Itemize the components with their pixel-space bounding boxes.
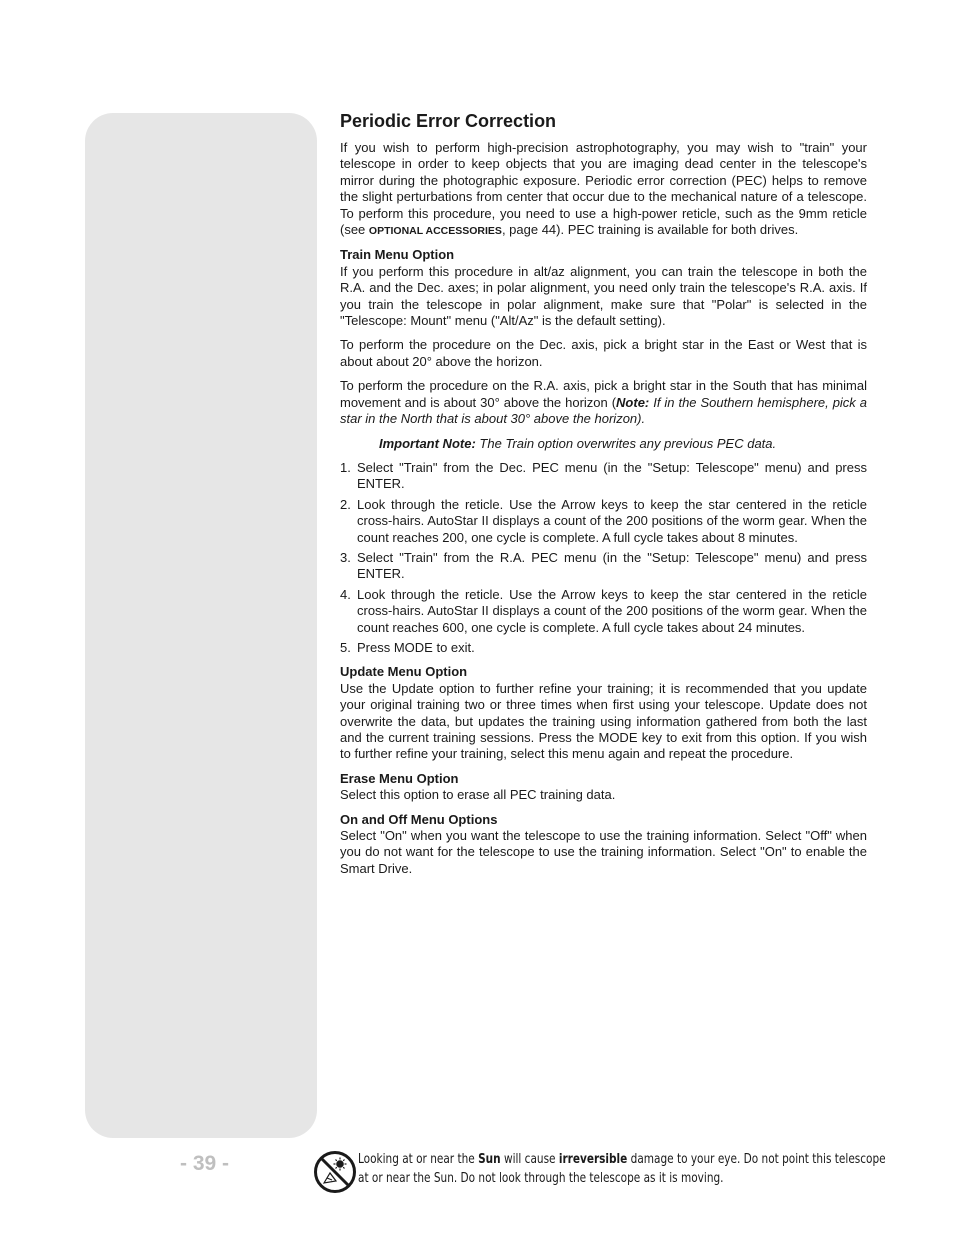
intro-text-a: If you wish to perform high-precision astrophotography, you may wish to "train" your telescope in order to keep objects that you are imaging dead center in the telescope's mirror during the photographic exposure. Periodic error correction (PEC) helps to remove the slight perturbations from center that occur due to the mechanical nature of a telescope. To perform this procedure, you need to use a high-power reticle, such as the 9mm reticle (see <box>340 140 867 238</box>
warning-irreversible: irreversible <box>558 1151 628 1167</box>
no-sun-viewing-icon <box>313 1150 357 1194</box>
warning-line-2: at or near the Sun. Do not look through the telescope as it is moving. <box>358 1170 724 1186</box>
erase-heading: Erase Menu Option <box>340 770 459 786</box>
update-paragraph: Use the Update option to further refine your training; it is recommended that you update your original training two or three times when first using your telescope. Update does not overwrite the data, but updates the training using information gathered from both the last and the current training sessions. Press the MODE key to exit from this option. If you wish to further refine your training, select this menu again and repeat the procedure. <box>340 680 867 762</box>
step-text: Select "Train" from the R.A. PEC menu (in the "Setup: Telescope" menu) and press ENTER. <box>357 549 867 582</box>
onoff-heading: On and Off Menu Options <box>340 811 498 827</box>
step-text: Select "Train" from the Dec. PEC menu (in the "Setup: Telescope" menu) and press ENTER. <box>357 459 867 492</box>
train-steps-list <box>340 460 867 656</box>
step-number: 5. <box>340 639 351 655</box>
intro-text-b: , page 44). PEC training is available for both drives. <box>501 222 799 238</box>
train-paragraph-2: To perform the procedure on the Dec. axis, pick a bright star in the East or West that is about about 20° above the horizon. <box>340 337 867 369</box>
sidebar-panel <box>85 113 317 1138</box>
step-number: 4. <box>340 586 351 602</box>
erase-paragraph: Select this option to erase all PEC training data. <box>340 787 616 803</box>
warning-text: will cause <box>500 1151 559 1167</box>
warning-text: damage to your eye. Do not point this telescope <box>627 1151 886 1167</box>
step-number: 2. <box>340 496 351 512</box>
train-paragraph-1: If you perform this procedure in alt/az alignment, you can train the telescope in both the R.A. and the Dec. axes; in polar alignment, you need only train the telescope's R.A. axis. If you train the telescope in polar alignment, make sure that "Polar" is selected in the "Telescope: Mount" menu ("Alt/Az" is the default setting). <box>340 263 867 329</box>
step-text: Look through the reticle. Use the Arrow keys to keep the star centered in the reticle cross-hairs. AutoStar II displays a count of the 200 positions of the worm gear. When the count reaches 600, one cycle is complete. A full cycle takes about 24 minutes. <box>357 586 867 635</box>
warning-text: Looking at or near the <box>358 1151 479 1167</box>
step-number: 1. <box>340 459 351 475</box>
list-item <box>340 550 867 583</box>
warning-sun: Sun <box>478 1151 501 1167</box>
optional-accessories-ref: OPTIONAL ACCESSORIES <box>368 225 502 238</box>
page-number: - 39 - <box>180 1152 230 1175</box>
intro-paragraph <box>340 140 867 239</box>
list-item <box>340 640 867 656</box>
train-p3-text: To perform the procedure on the R.A. axis, pick a bright star in the South that has minimal movement and is about 30° above the horizon ( <box>340 378 867 410</box>
step-text: Look through the reticle. Use the Arrow keys to keep the star centered in the reticle cross-hairs. AutoStar II displays a count of the 200 positions of the worm gear. When the count reaches 200, one cycle is complete. A full cycle takes about 8 minutes. <box>357 496 867 545</box>
train-heading: Train Menu Option <box>340 247 455 263</box>
step-number: 3. <box>340 549 351 565</box>
list-item <box>340 497 867 546</box>
page-title: Periodic Error Correction <box>340 111 557 131</box>
list-item <box>340 460 867 493</box>
main-content <box>340 110 867 885</box>
onoff-paragraph: Select "On" when you want the telescope to use the training information. Select "Off" when you do not want for the telescope to use the training information. Select "On" to enable the Smart Drive. <box>340 828 867 876</box>
note-text: If in the Southern hemisphere, pick a star in the North that is about 30° above the horizon). <box>340 394 867 427</box>
update-heading: Update Menu Option <box>340 664 468 680</box>
important-label: Important Note: <box>379 435 476 451</box>
warning-line-1 <box>358 1150 886 1169</box>
sun-warning <box>358 1150 886 1188</box>
list-item <box>340 587 867 636</box>
train-paragraph-3 <box>340 378 867 427</box>
step-text: Press MODE to exit. <box>357 639 475 655</box>
important-text: The Train option overwrites any previous PEC data. <box>475 435 777 451</box>
important-note <box>340 436 867 452</box>
note-label: Note: <box>616 394 650 410</box>
